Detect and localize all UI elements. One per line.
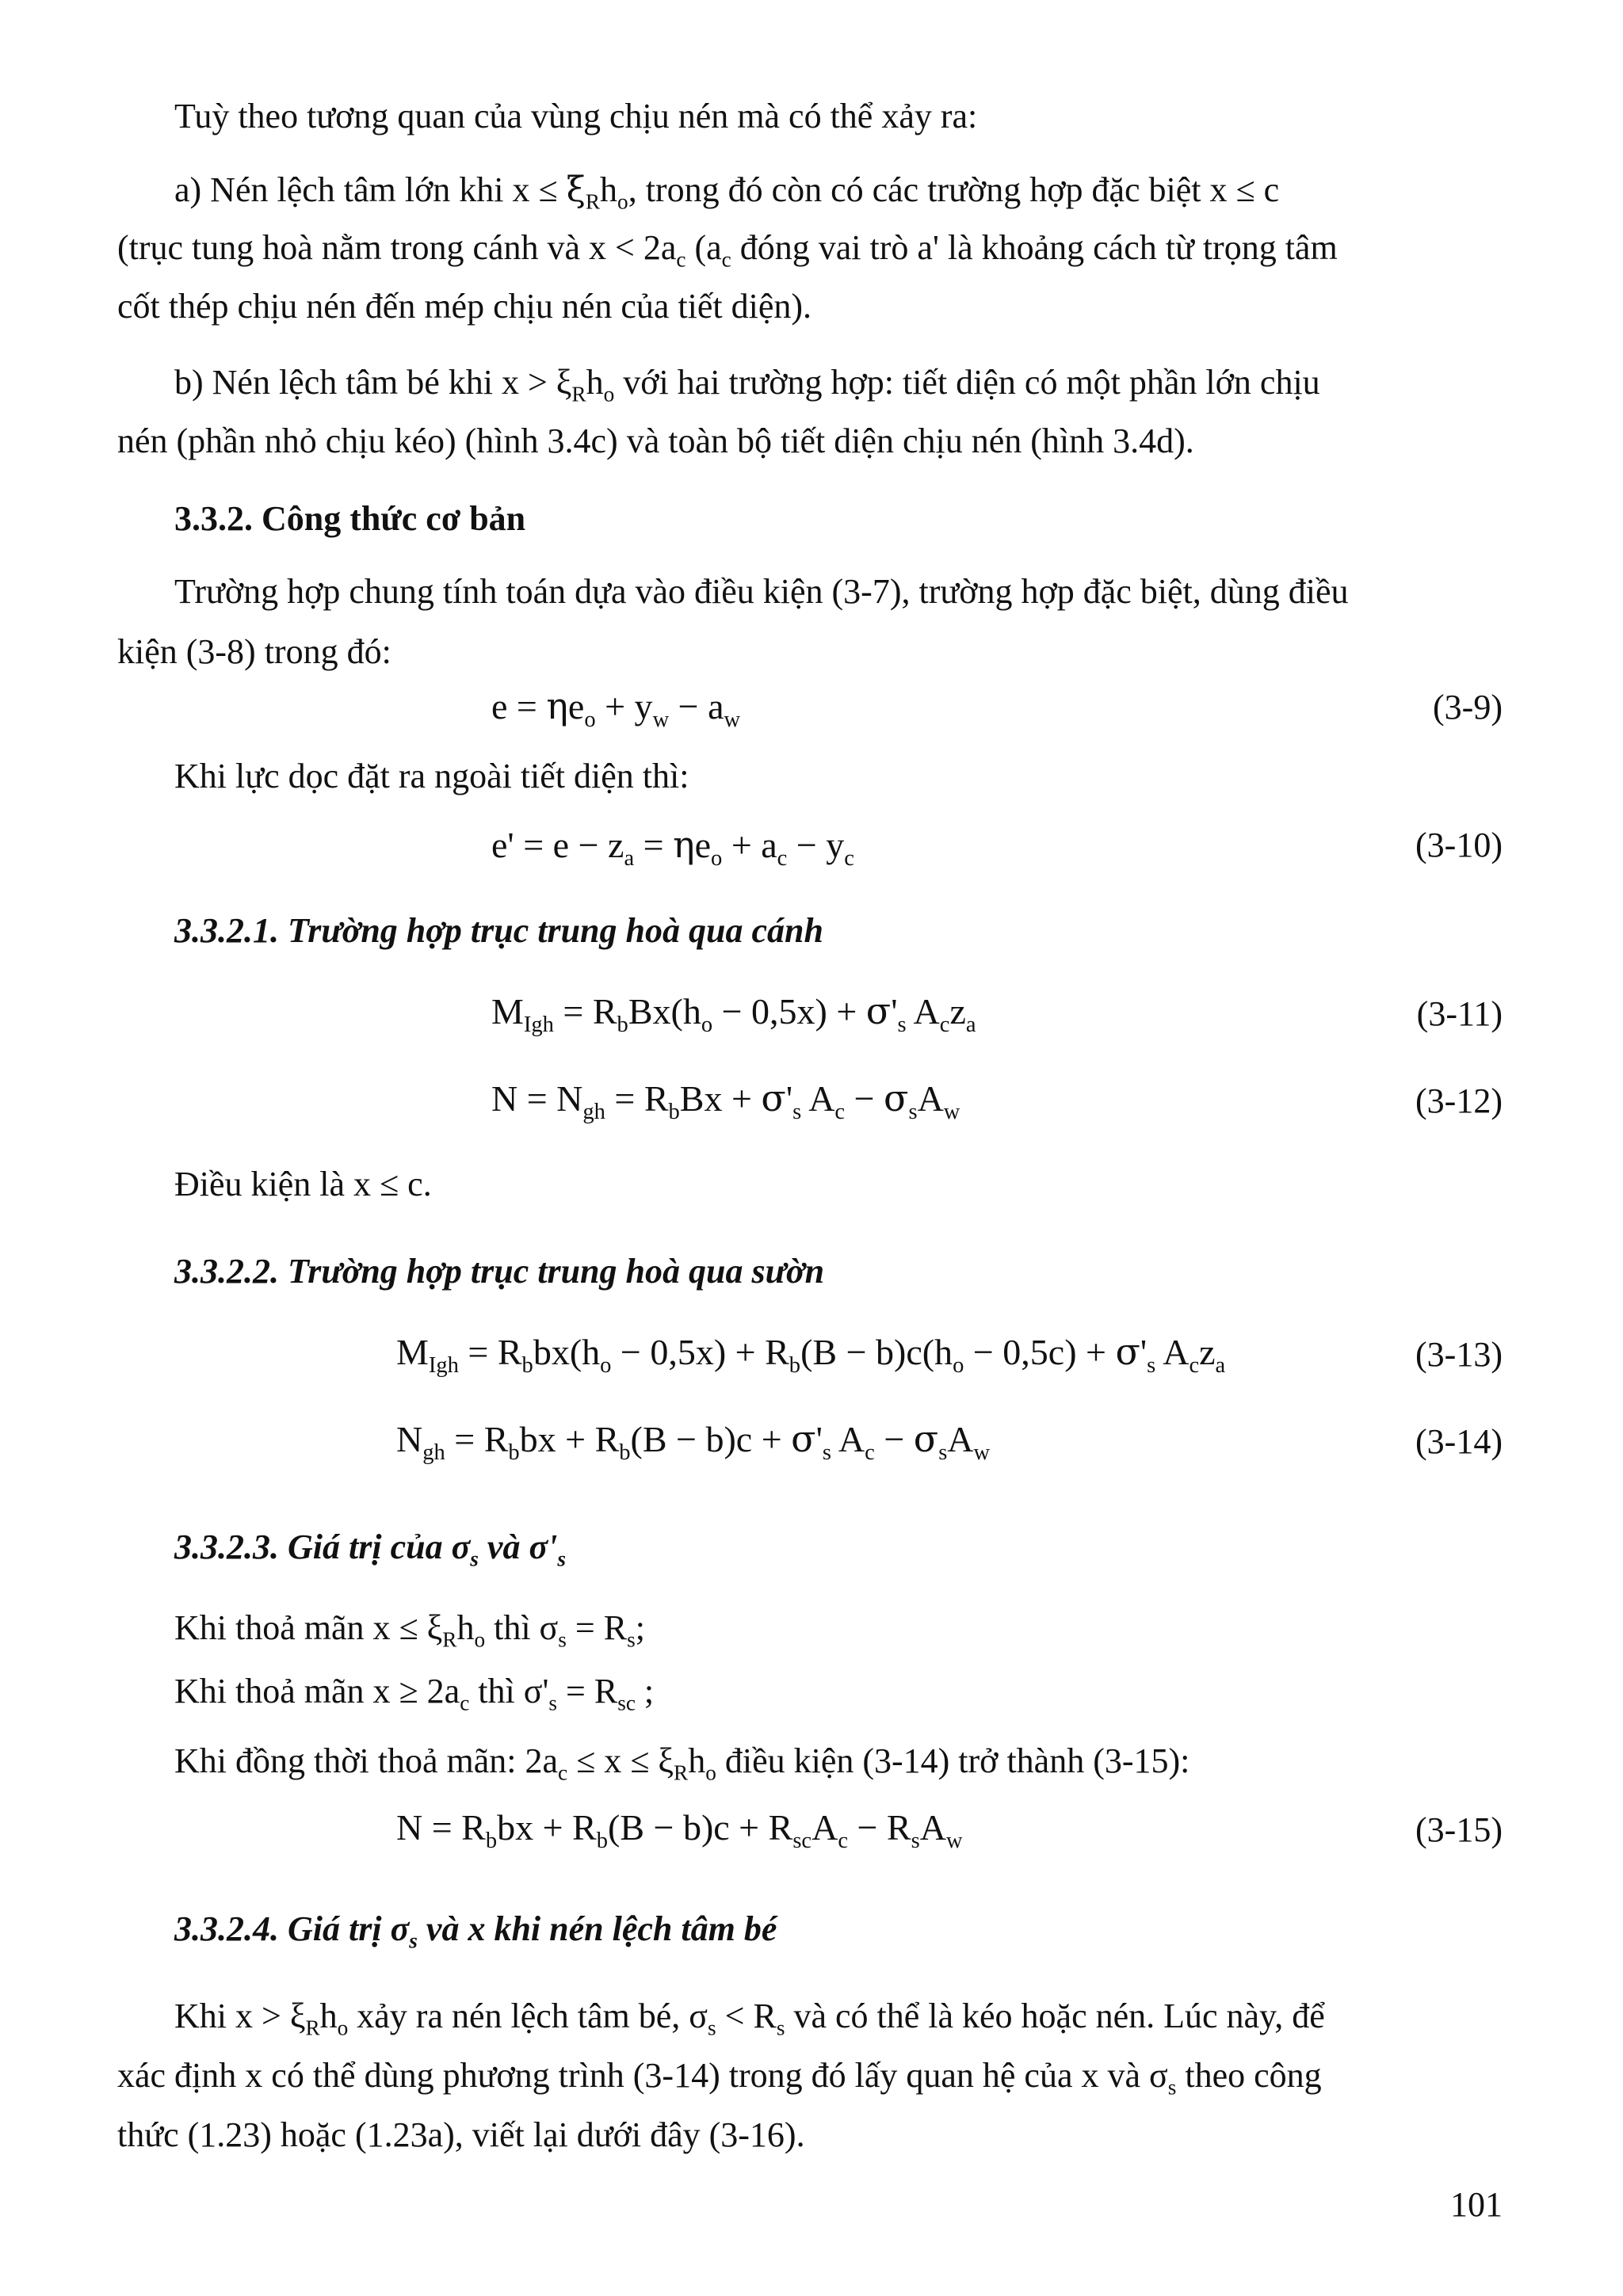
last-line-1: Khi $x > \xi_Rh_o$ xảy ra nén lệch tâm bé, $\sigma_s < R_s$ và có thể là kéo hoặc nén. Lúc này, để — [174, 1997, 1325, 2040]
equation-number-3-12: (3-12) — [1415, 1081, 1503, 1120]
section-heading-3-3-2-3: 3.3.2.3. Giá trị của $\sigma_s$ và $\sigma'_s$ — [174, 1527, 567, 1571]
equation-number-3-9: (3-9) — [1433, 688, 1503, 727]
general-line-2: kiện (3-8) trong đó: — [117, 632, 391, 671]
case-b-line-2: nén (phần nhỏ chịu kéo) (hình 3.4c) và toàn bộ tiết diện chịu nén (hình 3.4d). — [117, 421, 1194, 460]
equation-3-15: $N = R_bbx + R_b(B - b)c + R_{sc}A_c - R_sA_w$ — [396, 1807, 963, 1853]
equation-number-3-15: (3-15) — [1415, 1810, 1503, 1849]
equation-number-3-14: (3-14) — [1415, 1422, 1503, 1461]
equation-3-12: $N = N_{gh} = R_bBx + \sigma'_s$ $A_c - \sigma_sA_w$ — [491, 1077, 960, 1124]
general-line-1: Trường hợp chung tính toán dựa vào điều kiện (3-7), trường hợp đặc biệt, dùng điều — [174, 572, 1349, 611]
equation-3-11: $M_{Igh} = R_bBx(h_o - 0,5x) + \sigma'_s$ $A_cz_a$ — [491, 990, 976, 1037]
condition-when-2: Khi thoả mãn $x \ge 2a_c$ thì $\sigma'_s = R_{sc}$ ; — [174, 1672, 655, 1715]
equation-3-9: $e = \eta e_o + y_w - a_w$ — [491, 685, 741, 732]
outside-line: Khi lực dọc đặt ra ngoài tiết diện thì: — [174, 757, 689, 795]
last-line-2: xác định x có thể dùng phương trình (3-14) trong đó lấy quan hệ của x và $\sigma_s$ theo công — [117, 2056, 1322, 2100]
equation-number-3-11: (3-11) — [1416, 994, 1503, 1033]
intro-line: Tuỳ theo tương quan của vùng chịu nén mà có thể xảy ra: — [174, 97, 978, 135]
section-heading-3-3-2-2: 3.3.2.2. Trường hợp trục trung hoà qua sườn — [174, 1252, 825, 1291]
condition-when-3: Khi đồng thời thoả mãn: $2a_c \le x \le \xi_Rh_o$ điều kiện (3-14) trở thành (3-15): — [174, 1741, 1190, 1785]
section-heading-3-3-2: 3.3.2. Công thức cơ bản — [174, 499, 526, 538]
equation-3-14: $N_{gh} = R_bbx + R_b(B - b)c + \sigma'_s$ $A_c - \sigma_sA_w$ — [396, 1417, 991, 1465]
case-a-line-3: cốt thép chịu nén đến mép chịu nén của tiết diện). — [117, 287, 812, 326]
section-heading-3-3-2-4: 3.3.2.4. Giá trị $\sigma_s$ và x khi nén lệch tâm bé — [174, 1909, 777, 1953]
equation-number-3-13: (3-13) — [1415, 1335, 1503, 1374]
case-a-line-1: a) Nén lệch tâm lớn khi $x \le \xi_Rh_o$, trong đó còn có các trường hợp đặc biệt x ≤ c — [174, 170, 1280, 214]
equation-3-13: $M_{Igh} = R_bbx(h_o - 0,5x) + R_b(B - b)c(h_o - 0,5c) + \sigma'_s$ $A_cz_a$ — [396, 1330, 1226, 1378]
condition-line: Điều kiện là x ≤ c. — [174, 1165, 432, 1203]
case-b-line-1: b) Nén lệch tâm bé khi $x > \xi_Rh_o$ với hai trường hợp: tiết diện có một phần lớn chịu — [174, 363, 1320, 406]
condition-when-1: Khi thoả mãn $x \le \xi_Rh_o$ thì $\sigma_s = R_s$; — [174, 1608, 645, 1652]
last-line-3: thức (1.23) hoặc (1.23a), viết lại dưới đây (3-16). — [117, 2115, 805, 2154]
equation-3-10: $e' = e - z_a = \eta e_o + a_c - y_c$ — [491, 823, 854, 871]
case-a-line-2: (trục tung hoà nằm trong cánh và $x < 2a_c$ ($a_c$ đóng vai trò a' là khoảng cách từ trọng tâm — [117, 228, 1338, 272]
equation-number-3-10: (3-10) — [1415, 826, 1503, 864]
section-heading-3-3-2-1: 3.3.2.1. Trường hợp trục trung hoà qua cánh — [174, 911, 823, 950]
page-number: 101 — [1450, 2185, 1503, 2224]
